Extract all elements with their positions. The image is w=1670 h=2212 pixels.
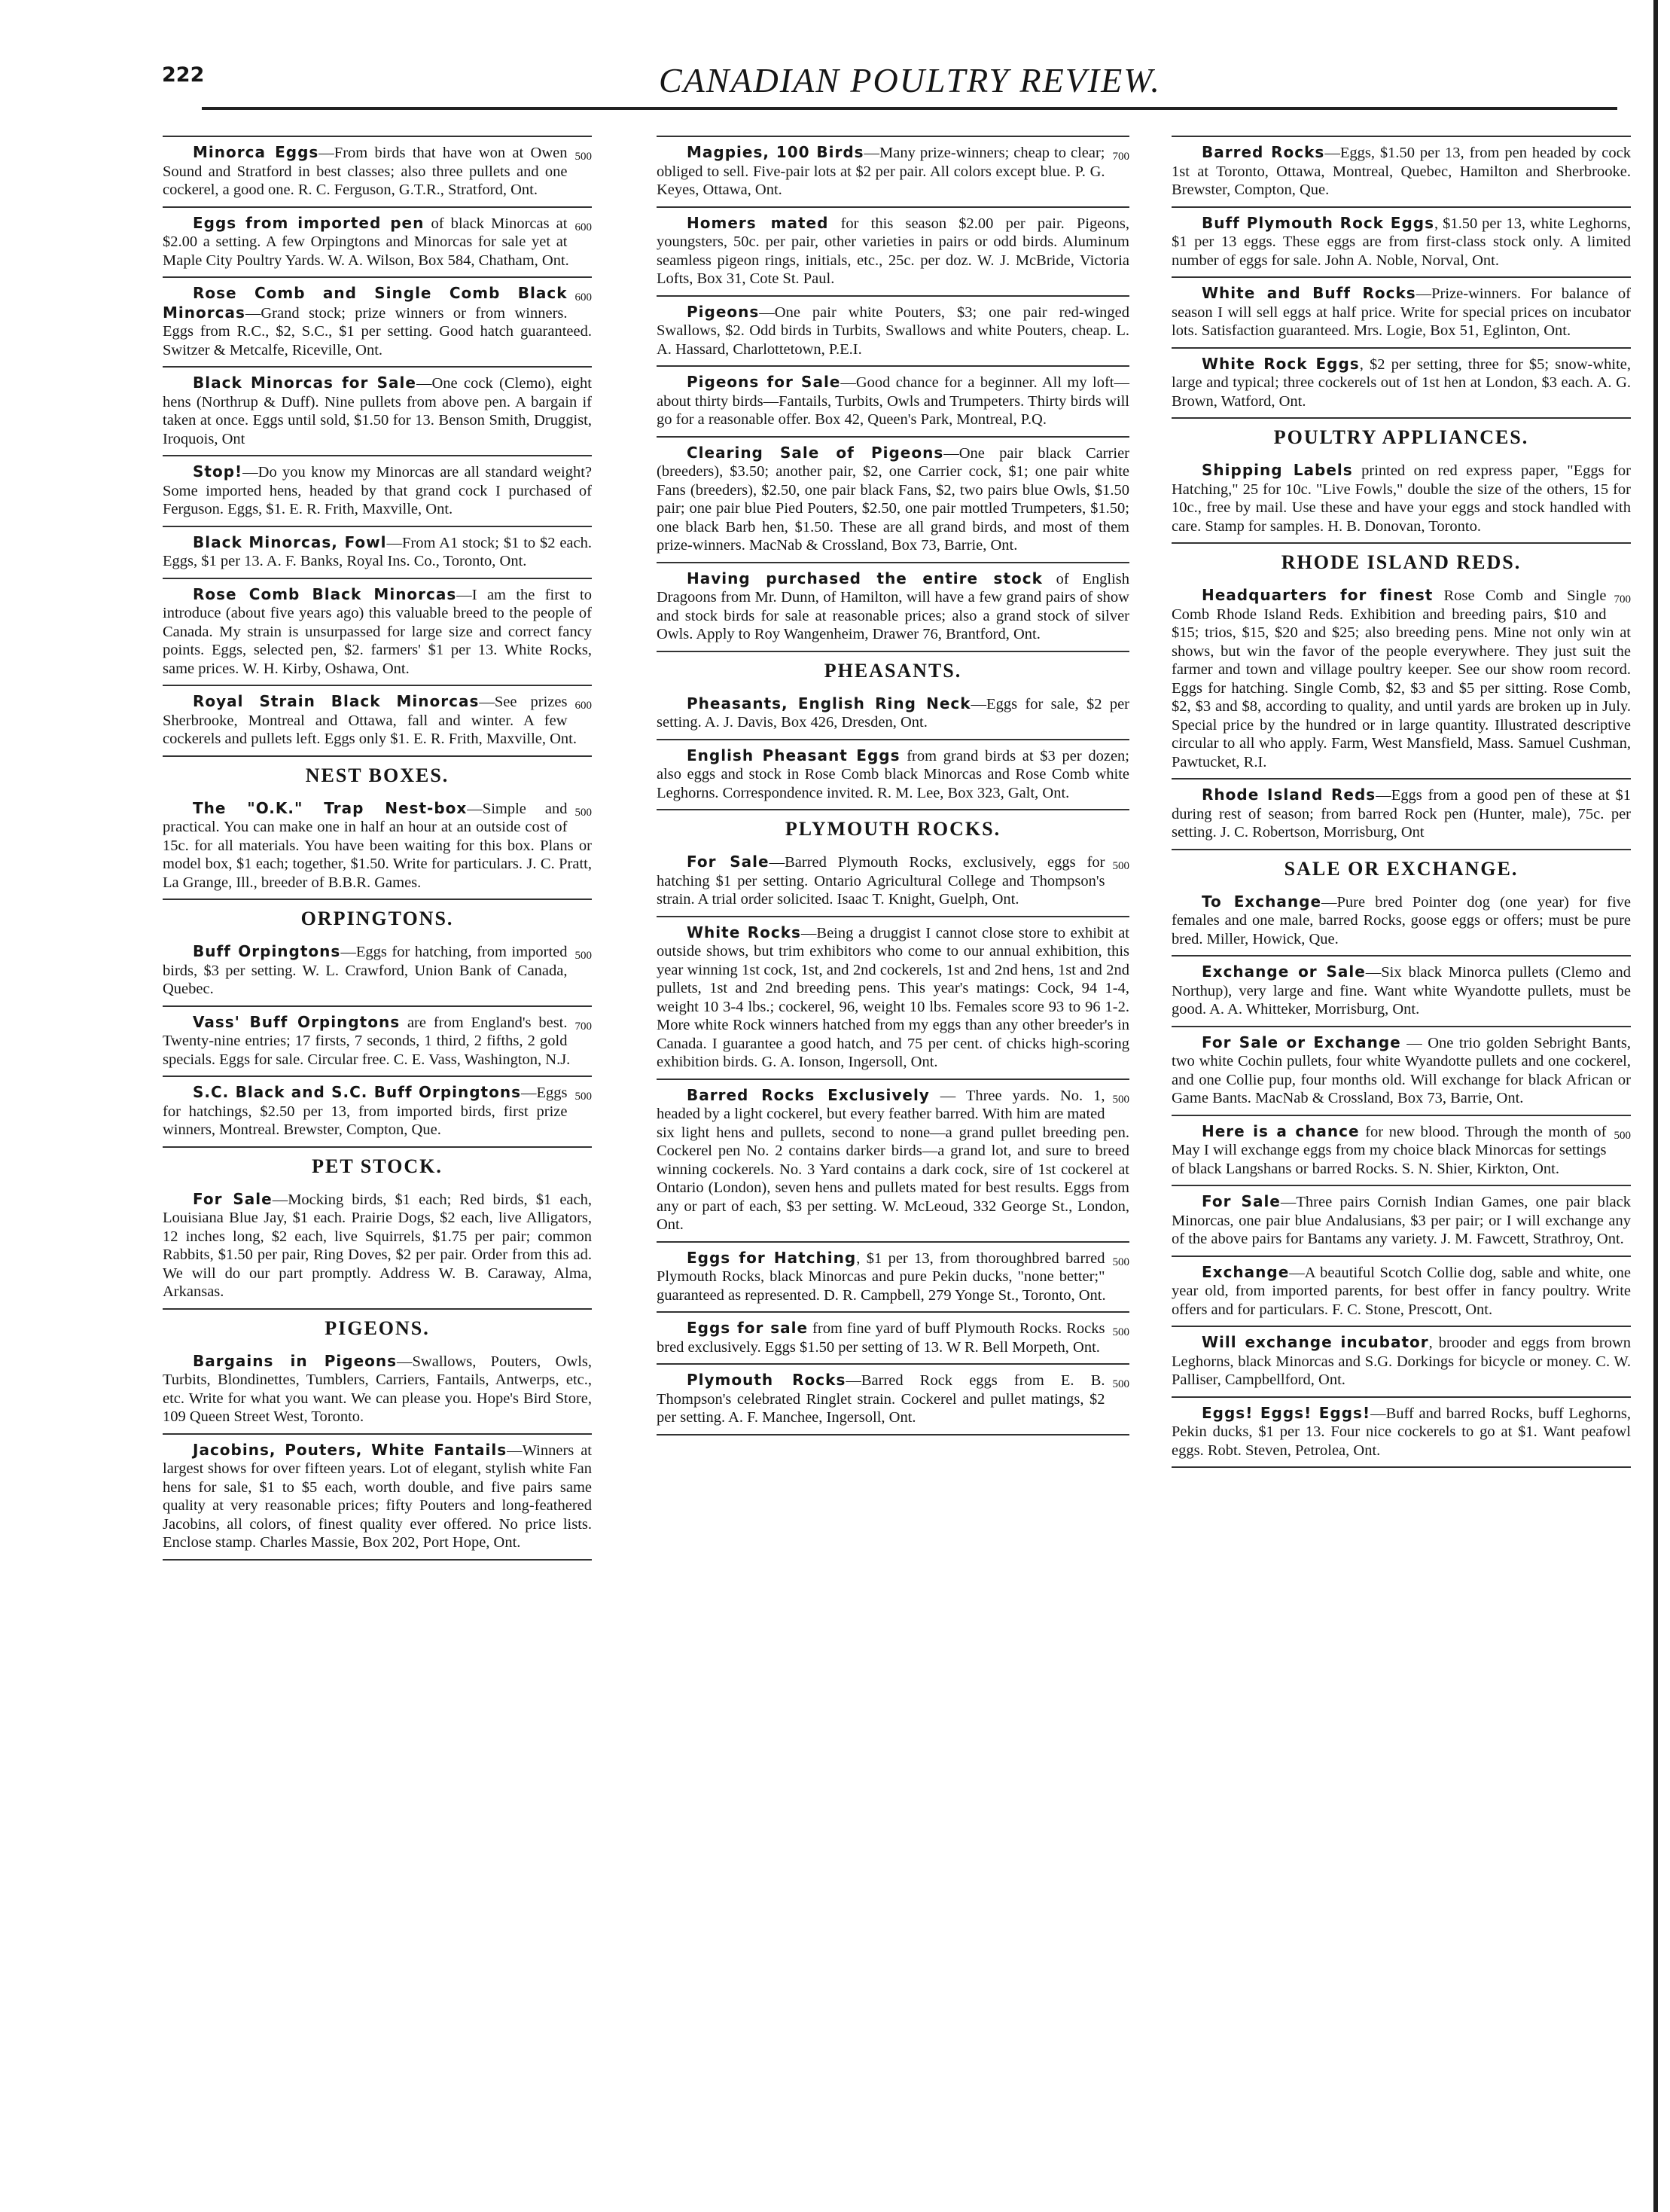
classified-ad [657,917,1129,1080]
ad-text: —Being a druggist I cannot close store to exhibit at outside shows, but trim exhibitors who come to our annual exhibition, this year winning 1st cock, 1st, and 2nd cockerels, 1st and 2nd hens, 1st and 2nd pullets, 1st and 2nd breeding pens. This year's matings: Cock, 94 1-4, weight 10 3-4 lbs.; cockerel, 96, weight 10 lbs. Females score 93 to 96 1-2. More white Rock winners hatched from my eggs than any other breeder's in Canada. I guarantee a good hatch, and 75 per cent. of chicks high-scoring exhibition birds. G. A. Ionson, Ingersoll, Ont. [657,924,1129,1070]
ad-headline: Will exchange incubator [1202,1333,1429,1351]
classified-ad [1172,208,1631,279]
ad-headline: Stop! [193,462,243,481]
ad-text: —I am the first to introduce (about five years ago) this valuable breed to the people of Canada. My strain is unsurpassed for large size and correct fancy points. Eggs, selected pen, $2. farmers' $1 per 13. White Rocks, same prices. W. H. Kirby, Oshawa, Ont. [163,586,592,677]
classified-ad [163,1184,592,1310]
ad-text: of English Dragoons from Mr. Dunn, of Hamilton, will have a few grand pairs of show and stock birds for sale at reasonable prices; also a grand stock of silver Owls. Apply to Roy Wangenheim, Drawer 76, Brantford, Ont. [657,570,1129,642]
ad-text: are from England's best. Twenty-nine entries; 17 firsts, 7 seconds, 1 third, 2 fifths, 2 gold specials. Eggs for sale. Circular free. C. E. Vass, Washington, N.J. [163,1014,571,1068]
classified-ad [163,1346,592,1435]
column-1 [163,136,592,1561]
ad-code: 600 [574,221,592,233]
ad-text: , $2 per setting, three for $5; snow-white, large and typical; three cockerels out of 1st hen at London, $3 each. A. G. Brown, Watford, Ont. [1172,355,1632,410]
classified-ad [163,793,592,901]
ad-section [1172,419,1631,544]
ad-section [163,136,592,757]
classified-ad [657,1313,1129,1365]
classified-ad [657,563,1129,652]
ad-text: —Eggs, $1.50 per 13, from pen headed by cock 1st at Toronto, Ottawa, Montreal, Quebec, Hamilton and Sherbrooke. Brewster, Compton, Que. [1172,145,1632,198]
ad-text: , brooder and eggs from brown Leghorns, black Minorcas and S.G. Dorkings for bicycle or money. C. W. Palliser, Campbellford, Ont. [1172,1335,1631,1388]
classified-ad [657,1365,1129,1436]
section-heading: ORPINGTONS. [300,908,454,929]
section-heading: RHODE ISLAND REDS. [1281,551,1522,573]
ad-text: —Barred Rock eggs from E. B. Thompson's celebrated Ringlet strain. Cockerel and pullet matings, $2 per setting. A. F. Manchee, Ingersoll, Ont. [657,1372,1105,1426]
column-2 [657,136,1129,1436]
ad-headline: Eggs from imported pen [193,213,425,232]
ad-headline: Having purchased the entire stock [687,569,1043,587]
ad-text: —Eggs from a good pen of these at $1 during rest of season; from barred Rock pen (Hunter, male), 75c. per setting. J. C. Robertson, Morrisburg, Ont [1172,787,1632,841]
classified-ad [657,1243,1129,1313]
classified-ad [657,740,1129,811]
section-heading: SALE OR EXCHANGE. [1284,857,1519,880]
classified-ad [163,456,592,527]
classified-ad [657,688,1129,740]
ad-code: 500 [1112,1378,1129,1390]
ad-headline: Rose Comb Black Minorcas [193,584,457,603]
header-rule [202,107,1617,110]
column-3 [1172,136,1631,1468]
ad-section [163,1310,592,1561]
classified-ad [657,136,1129,208]
ad-headline: Bargains in Pigeons [193,1351,398,1370]
ad-text: —Six black Minorca pullets (Clemo and Northup), very large and fine. Want white Wyandotte pullets, must be good. A. A. Whitteker, Morrisburg, Ont. [1172,964,1631,1018]
ad-section [163,1148,592,1310]
ad-code: 700 [1614,593,1631,606]
ad-code: 600 [574,700,592,712]
ad-text: —Eggs for hatchings, $2.50 per 13, from imported birds, first prize winners, Montreal. Brewster, Compton, Que. [163,1085,568,1138]
ad-headline: For Sale [193,1189,273,1208]
classified-ad [163,936,592,1007]
ad-headline: Black Minorcas, Fowl [193,532,387,551]
ad-text: —Eggs for sale, $2 per setting. A. J. Davis, Box 426, Dresden, Ont. [657,695,1129,731]
ad-text: —See prizes Sherbrooke, Montreal and Ottawa, fall and winter. A few cockerels and pullets left. Eggs only $1. E. R. Frith, Maxville, Ont. [163,694,577,747]
classified-ad [163,527,592,579]
ad-section [1172,850,1631,1469]
ad-headline: To Exchange [1202,892,1322,911]
classified-ad [163,278,592,368]
classified-ad [1172,455,1631,544]
ad-text: —Grand stock; prize winners or from winners. Eggs from R.C., $2, S.C., $1 per setting. Good hatch guaranteed. Switzer & Metcalfe, Riceville, Ont. [163,304,592,358]
ad-headline: For Sale [687,853,769,871]
ad-headline: Jacobins, Pouters, White Fantails [193,1440,507,1459]
classified-ad [1172,1027,1631,1116]
section-heading: PHEASANTS. [824,659,962,682]
ad-text: —Many prize-winners; cheap to clear; obliged to sell. Five-pair lots at $2 per pair. All colors except blue. P. G. Keyes, Ottawa, Ont. [657,145,1105,198]
ad-code: 500 [1112,860,1129,872]
ad-section [163,757,592,901]
ad-code: 500 [574,950,592,962]
ad-text: —Eggs for hatching, from imported birds, $3 per setting. W. L. Crawford, Union Bank of Canada, Quebec. [163,944,568,997]
ad-section [657,652,1129,811]
classified-ad [163,1435,592,1561]
ad-headline: Magpies, 100 Birds [687,143,864,161]
classified-ad [163,208,592,279]
section-heading: PIGEONS. [325,1317,430,1339]
ad-headline: White and Buff Rocks [1202,284,1416,302]
ad-headline: Pheasants, English Ring Neck [687,694,971,712]
ad-headline: Rose Comb and Single Comb Black Minorcas [163,284,568,322]
ad-headline: Barred Rocks [1202,143,1325,161]
ad-text: from grand birds at $3 per dozen; also eggs and stock in Rose Comb black Minorcas and Rose Comb white Leghorns. Correspondence invited. R. M. Lee, Box 323, Galt, Ont. [657,747,1129,801]
ad-code: 500 [574,151,592,163]
ad-text: for this season $2.00 per pair. Pigeons, youngsters, 50c. per pair, other varieties in pairs or odd birds. Aluminum seamless pigeon rings, initials, etc., 25c. per doz. W. J. McBride, Victoria Lofts, Box 31, Cote St. Paul. [657,215,1130,287]
ad-text: —From A1 stock; $1 to $2 each. Eggs, $1 per 13. A. F. Banks, Royal Ins. Co., Toronto, Ont. [163,534,592,569]
ad-headline: Clearing Sale of Pigeons [687,443,944,462]
ad-headline: Vass' Buff Orpingtons [193,1012,401,1031]
ad-text: —One pair white Pouters, $3; one pair red-winged Swallows, $2. Odd birds in Turbits, Swallows and white Pouters, cheap. L. A. Hassard, Charlottetown, P.E.I. [657,304,1129,358]
classified-ad [1172,1398,1631,1469]
ad-text: — One trio golden Sebright Bants, two white Cochin pullets, four white Wyandotte pullets and one cockerel, and one Collie pup, four months old. Will exchange for black African or Game Bants. MacNab & Crossland, Box 73, Barrie, Ont. [1172,1034,1631,1106]
ad-headline: White Rock Eggs [1202,354,1360,373]
classified-ad [657,208,1129,297]
classified-ad [1172,1116,1631,1187]
ad-headline: Pigeons for Sale [687,373,841,391]
ad-section [163,900,592,1148]
ad-text: —Do you know my Minorcas are all standard weight? Some imported hens, headed by that grand cock I purchased of Ferguson. Eggs, $1. E. R. Frith, Maxville, Ont. [163,464,592,517]
classified-ad [1172,780,1631,850]
classified-ad [163,1077,592,1148]
ad-code: 500 [1614,1129,1631,1142]
classified-ad [657,847,1129,917]
ad-headline: Shipping Labels [1202,461,1353,479]
ad-headline: Royal Strain Black Minorcas [193,692,480,710]
section-heading: PET STOCK. [312,1155,443,1177]
ad-headline: Plymouth Rocks [687,1371,846,1389]
classified-ad [1172,136,1631,208]
ad-headline: S.C. Black and S.C. Buff Orpingtons [193,1083,521,1101]
ad-text: —Good chance for a beginner. All my loft—about thirty birds—Fantails, Turbits, Owls and Trumpeters. Thirty birds will go for a reasonable offer. Box 42, Queen's Park, Montreal, P.Q. [657,374,1129,428]
page-number: 222 [162,63,205,87]
ad-code: 500 [1112,1256,1129,1268]
ad-text: —Buff and barred Rocks, buff Leghorns, Pekin ducks, $1 per 13. Four nice cockerels to go at $1. Want peafowl eggs. Robt. Steven, Petrolea, Ont. [1172,1405,1631,1459]
classified-ad [657,367,1129,438]
ad-headline: The "O.K." Trap Nest-box [193,798,468,817]
classified-ad [163,136,592,208]
classified-ad [163,686,592,757]
running-title: CANADIAN POULTRY REVIEW. [659,61,1161,99]
ad-text: of black Minorcas at $2.00 a setting. A few Orpingtons and Minorcas for sale yet at Maple City Poultry Yards. W. A. Wilson, Box 584, Chatham, Ont. [163,215,569,269]
ad-headline: Buff Orpingtons [193,942,341,960]
ad-headline: Buff Plymouth Rock Eggs [1202,213,1434,232]
classified-ad [657,438,1129,563]
classified-ad [657,1080,1129,1243]
section-heading: NEST BOXES. [305,764,449,786]
ad-section [657,810,1129,1436]
ad-headline: Eggs for Hatching [687,1248,857,1267]
classified-ad [1172,349,1631,420]
ad-code: 500 [574,806,592,819]
ad-headline: Rhode Island Reds [1202,786,1376,804]
ad-headline: For Sale [1202,1192,1281,1210]
ad-code: 500 [574,1091,592,1103]
ad-headline: Here is a chance [1202,1121,1360,1140]
ad-headline: Black Minorcas for Sale [193,374,416,392]
classified-ad [163,368,592,456]
ad-code: 500 [1112,1326,1129,1338]
ad-text: , $1 per 13, from thoroughbred barred Plymouth Rocks, black Minorcas and pure Pekin ducks, "none better;" guaranteed as represented. D. R. Campbell, 279 Yonge St., Toronto, Ont. [657,1249,1106,1304]
ad-text: —One pair black Carrier (breeders), $3.50; another pair, $2, one Carrier cock, $1; one pair white Fans (breeders), $2.50, one pair black Fans, $2, two pairs blue Owls, $1.50 pair; one pair blue Pied Pouters, $2.50, one pair mottled Trumpeters, $1.50; one black Barb hen, $1.50. These are all grand birds, and most of them prize-winners. MacNab & Crossland, Box 73, Barrie, Ont. [657,444,1130,554]
classified-ad [1172,1327,1631,1398]
ad-text: —Barred Plymouth Rocks, exclusively, eggs for hatching $1 per setting. Ontario Agricultural College and Thompson's strain. A trial order solicited. Isaac T. Knight, Guelph, Ont. [657,854,1105,908]
classified-ad [1172,1186,1631,1257]
ad-headline: White Rocks [687,923,801,941]
ad-code: 500 [1112,1093,1129,1106]
classified-ad [163,579,592,687]
classified-ad [657,297,1129,368]
ad-code: 600 [574,291,592,304]
ad-text: , $1.50 per 13, white Leghorns, $1 per 13 eggs. These eggs are from first-class stock only. A limited number of eggs for sale. John A. Noble, Norval, Ont. [1172,215,1631,269]
ad-text: —Prize-winners. For balance of season I will sell eggs at half price. Write for special prices on incubator lots. Satisfaction guaranteed. Mrs. Logie, Box 51, Eglinton, Ont. [1172,285,1631,339]
classified-ad [1172,580,1631,780]
classified-ad [1172,886,1631,957]
section-heading: PLYMOUTH ROCKS. [785,818,1001,840]
ad-headline: Headquarters for finest [1202,586,1434,604]
classified-ad [1172,278,1631,349]
ad-section [657,136,1129,652]
ad-text: —Three pairs Cornish Indian Games, one pair black Minorcas, one pair blue Andalusians, $3 per pair; or I will exchange any of the above pairs for Bantams any variety. J. M. Fawcett, Strathroy, Ont. [1172,1194,1631,1247]
page-edge-rule [1653,0,1658,2212]
ad-text: for new blood. Through the month of May I will exchange eggs from my choice black Minorcas for settings of black Langshans or barred Rocks. S. N. Shier, Kirkton, Ont. [1172,1123,1607,1177]
classified-ad [1172,956,1631,1027]
ad-text: —One cock (Clemo), eight hens (Northrup & Duff). Nine pullets from above pen. A bargain if taken at once. Eggs until sold, $1.50 for 13. Benson Smith, Druggist, Iroquois, Ont [163,375,592,447]
ad-headline: Eggs! Eggs! Eggs! [1202,1403,1371,1422]
ad-text: from fine yard of buff Plymouth Rocks. Rocks bred exclusively. Eggs $1.50 per setting of 13. W R. Bell Morpeth, Ont. [657,1320,1105,1356]
section-heading: POULTRY APPLIANCES. [1273,426,1529,448]
ad-text: — Three yards. No. 1, headed by a light cockerel, but every feather barred. With him are mated six light hens and pullets, second to none—a grand pullet breeding pen. Cockerel pen No. 2 contains darker birds—a grand lot, and sure to breed winning cockerels. No. 3 Yard contains a dark cock, sire of 1st cockerel at Ontario (London), seven hens and pullets mated for best results. Eggs from any or part of each, $3 per setting. W. McLeoud, 332 George St., London, Ont. [657,1087,1129,1233]
ad-headline: Barred Rocks Exclusively [687,1085,930,1104]
ad-text: —Pure bred Pointer dog (one year) for five females and one male, barred Rocks, goose eggs or offers; must be pure bred. Miller, Howick, Que. [1172,893,1631,947]
ad-headline: Eggs for sale [687,1319,809,1337]
ad-text: Rose Comb and Single Comb Rhode Island Reds. Exhibition and breeding pairs, $10 and $15; trios, $15, $20 and $25; also breeding pens. Mine not only win at shows, but win the favor of the people everywhere. They just suit the farmer and town and village poultry keeper. See our show room record. Eggs for hatching. Single Comb, $2, $3 and $5 per sitting. Rose Comb, $2, $3 and $8, according to quality, and until yards are broken up in July. Special price by the hundred or in large quantity. Illustrated descriptive circular to all who apply. Farm, West Mansfield, Mass. Samuel Cushman, Pawtucket, R.I. [1172,587,1631,770]
ad-headline: Homers mated [687,213,829,232]
ad-headline: Exchange or Sale [1202,963,1366,981]
classified-ad [163,1007,592,1078]
ad-text: —Mocking birds, $1 each; Red birds, $1 each, Louisiana Blue Jay, $1 each. Prairie Dogs, $2 each, live Alligators, 12 inches long, $2 each, live Squirrels, $1.75 per pair; common Rabbits, $1.50 per pair, Ring Doves, $2 per pair. Order from this ad. We will do our part promptly. Address W. B. Caraway, Alma, Arkansas. [163,1191,592,1300]
ad-headline: Exchange [1202,1262,1290,1281]
ad-text: —A beautiful Scotch Collie dog, sable and white, one year old, from imported parents, for best offer in fancy poultry. Write offers and for particulars. F. C. Stone, Prescott, Ont. [1172,1264,1631,1318]
ad-headline: For Sale or Exchange [1202,1033,1401,1051]
ad-text: printed on red express paper, "Eggs for Hatching," 25 for 10c. "Live Fowls," double the size of the others, 15 for 10c., free by mail. Use these and have your eggs and stock handled with care. Stamp for samples. H. B. Donovan, Toronto. [1172,462,1631,535]
ad-text: —From birds that have won at Owen Sound and Stratford in best classes; also three pullets and one cockerel, a good one. R. C. Ferguson, G.T.R., Stratford, Ont. [163,145,568,198]
classified-ad [1172,1257,1631,1328]
ad-section [1172,544,1631,850]
ad-section [1172,136,1631,419]
ad-code: 700 [574,1020,592,1033]
page-header [162,60,1638,105]
ad-headline: Minorca Eggs [193,143,319,161]
ad-text: —Swallows, Pouters, Owls, Turbits, Blondinettes, Tumblers, Carriers, Fantails, Antwerps, etc., etc. Write for what you want. We can please you. Hope's Bird Store, 109 Queen Street West, Toronto. [163,1353,592,1425]
ad-code: 700 [1112,151,1129,163]
ad-text: —Winners at largest shows for over fifteen years. Lot of elegant, stylish white Fan hens for sale, $1 to $5 each, worth double, and five pairs same quality at very reasonable prices; fifty Pouters and long-feathered Jacobins, all colors, of finest quality ever offered. No price lists. Enclose stamp. Charles Massie, Box 202, Port Hope, Ont. [163,1442,592,1551]
ad-text: —Simple and practical. You can make one in half an hour at an outside cost of 15c. for all materials. You have been waiting for this box. Plans or model box, $1 each; together, $1.50. Write for particulars. J. C. Pratt, La Grange, Ill., breeder of B.B.R. Games. [163,800,592,891]
ad-headline: English Pheasant Eggs [687,746,901,764]
ad-headline: Pigeons [687,302,760,321]
